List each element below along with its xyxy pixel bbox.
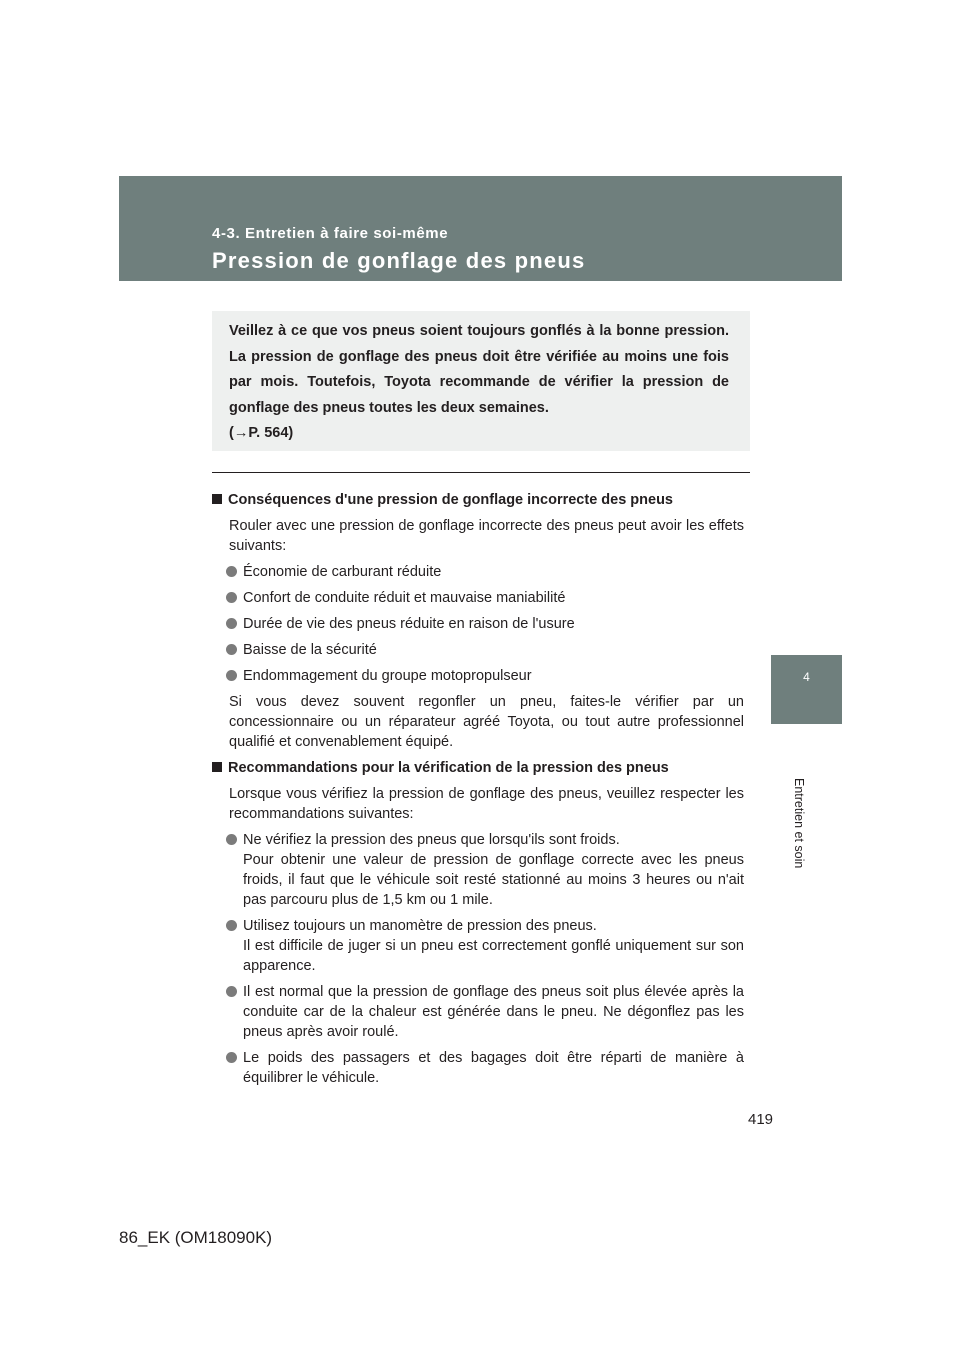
- chapter-number: 4: [803, 670, 810, 684]
- round-bullet-icon: [226, 618, 237, 629]
- intro-text: [229, 319, 729, 447]
- round-bullet-icon: [226, 920, 237, 931]
- square-bullet-icon: [212, 494, 222, 504]
- chapter-tab[interactable]: [771, 655, 842, 724]
- list-item: Économie de carburant réduite: [243, 562, 744, 582]
- list-item: Utilisez toujours un manomètre de pression des pneus. Il est difficile de juger si un pneu est correctement gonflé uniquement sur son apparence.: [243, 916, 744, 976]
- section1-outro: Si vous devez souvent regonfler un pneu, faites-le vérifier par un concessionnaire ou un réparateur agréé Toyota, ou tout autre professionnel qualifié et convenablement équipé.: [229, 694, 744, 750]
- document-code: 86_EK (OM18090K): [119, 1228, 273, 1247]
- main-content: [212, 490, 744, 1094]
- list-item: Ne vérifiez la pression des pneus que lorsqu'ils sont froids. Pour obtenir une valeur de pression de gonflage correcte avec les pneus froids, il faut que le véhicule soit resté stationné au moins 3 heures ou n'ait pas parcouru plus de 1,5 km ou 1 mile.: [243, 830, 744, 910]
- list-item: Durée de vie des pneus réduite en raison de l'usure: [243, 614, 744, 634]
- list-item: Endommagement du groupe motopropulseur: [243, 666, 744, 686]
- round-bullet-icon: [226, 592, 237, 603]
- section2-intro: Lorsque vous vérifiez la pression de gonflage des pneus, veuillez respecter les recommandations suivantes:: [229, 786, 744, 822]
- section1-intro: Rouler avec une pression de gonflage incorrecte des pneus peut avoir les effets suivants:: [229, 518, 744, 554]
- intro-box: [212, 311, 750, 451]
- round-bullet-icon: [226, 1052, 237, 1063]
- square-bullet-icon: [212, 762, 222, 772]
- round-bullet-icon: [226, 644, 237, 655]
- round-bullet-icon: [226, 670, 237, 681]
- page-number: 419: [748, 1111, 774, 1128]
- round-bullet-icon: [226, 986, 237, 997]
- page-title: Pression de gonflage des pneus: [212, 248, 586, 273]
- section2-heading: Recommandations pour la vérification de la pression des pneus: [212, 758, 744, 778]
- section1-heading: Conséquences d'une pression de gonflage incorrecte des pneus: [212, 490, 744, 510]
- list-item: Baisse de la sécurité: [243, 640, 744, 660]
- list-item: Le poids des passagers et des bagages doit être réparti de manière à équilibrer le véhicule.: [243, 1048, 744, 1088]
- section-label: 4-3. Entretien à faire soi-même: [212, 225, 449, 242]
- intro-page-reference: (→P. 564): [229, 425, 294, 441]
- list-item: Il est normal que la pression de gonflage des pneus soit plus élevée après la conduite car de la chaleur est générée dans le pneu. Ne dégonflez pas les pneus après avoir roulé.: [243, 982, 744, 1042]
- divider: [212, 472, 750, 473]
- round-bullet-icon: [226, 566, 237, 577]
- list-item: Confort de conduite réduit et mauvaise maniabilité: [243, 588, 744, 608]
- intro-paragraph: Veillez à ce que vos pneus soient toujours gonflés à la bonne pression. La pression de gonflage des pneus doit être vérifiée au moins une fois par mois. Toutefois, Toyota recommande de vérifier la pression de gonflage des pneus toutes les deux semaines.: [229, 323, 729, 416]
- chapter-name: Entretien et soin: [792, 778, 806, 869]
- round-bullet-icon: [226, 834, 237, 845]
